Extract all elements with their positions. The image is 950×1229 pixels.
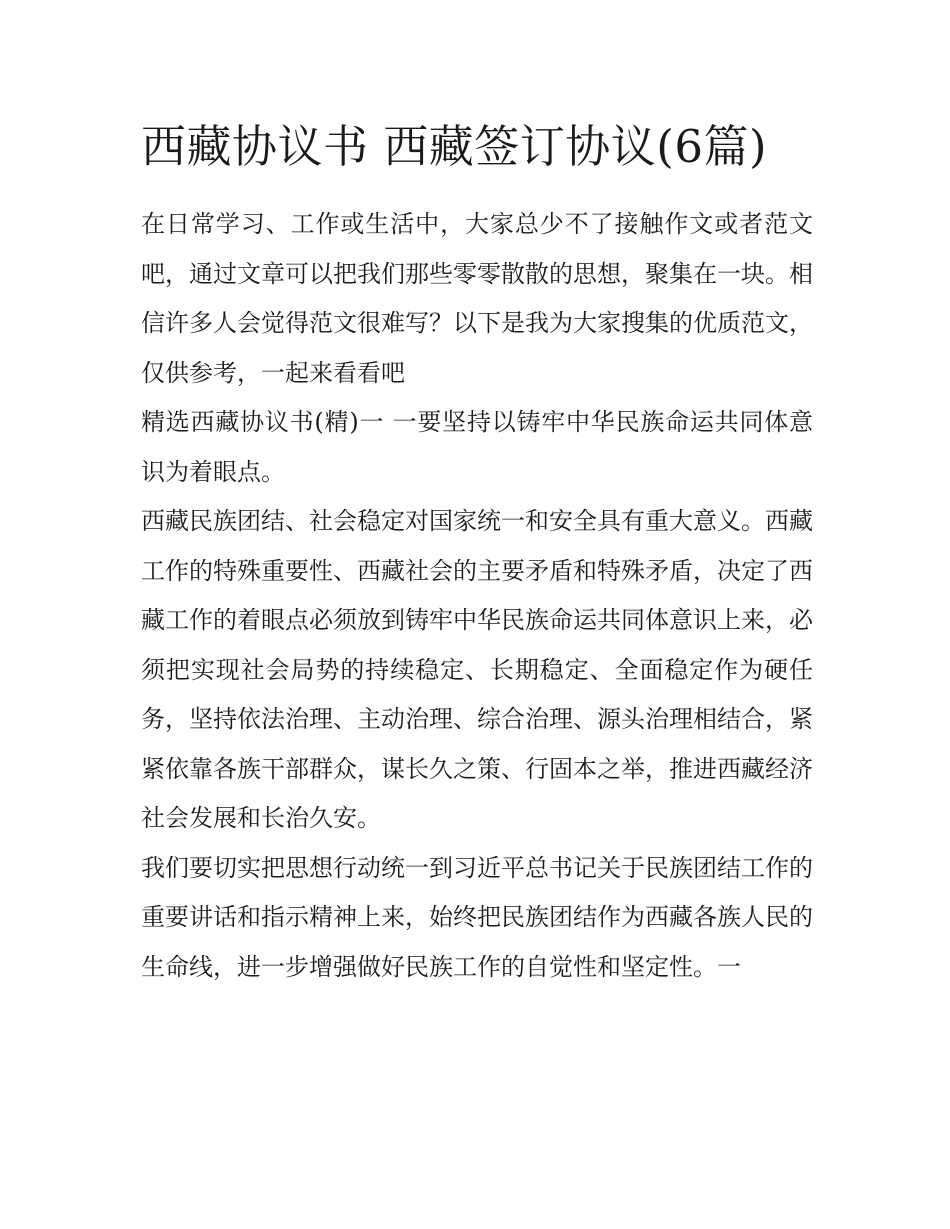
document-body — [141, 200, 813, 992]
paragraph-unity: 我们要切实把思想行动统一到习近平总书记关于民族团结工作的重要讲话和指示精神上来，始终把民族团结作为西藏各族人民的生命线，进一步增强做好民族工作的自觉性和坚定性。一 — [141, 853, 813, 981]
document-title: 西藏协议书 西藏签订协议(6篇) — [141, 120, 768, 173]
paragraph-heading-one: 精选西藏协议书(精)一 一要坚持以铸牢中华民族命运共同体意识为着眼点。 — [141, 408, 813, 486]
document-content — [141, 108, 813, 992]
paragraph-significance: 西藏民族团结、社会稳定对国家统一和安全具有重大意义。西藏工作的特殊重要性、西藏社会的主要矛盾和特殊矛盾，决定了西藏工作的着眼点必须放到铸牢中华民族命运共同体意识上来，必须把实现社会局势的持续稳定、长期稳定、全面稳定作为硬任务，坚持依法治理、主动治理、综合治理、源头治理相结合，紧紧依靠各族干部群众，谋长久之策、行固本之举，推进西藏经济社会发展和长治久安。 — [141, 507, 813, 832]
paragraph-intro: 在日常学习、工作或生活中，大家总少不了接触作文或者范文吧，通过文章可以把我们那些零零散散的思想，聚集在一块。相信许多人会觉得范文很难写？以下是我为大家搜集的优质范文，仅供参考，一起来看看吧 — [141, 210, 813, 387]
